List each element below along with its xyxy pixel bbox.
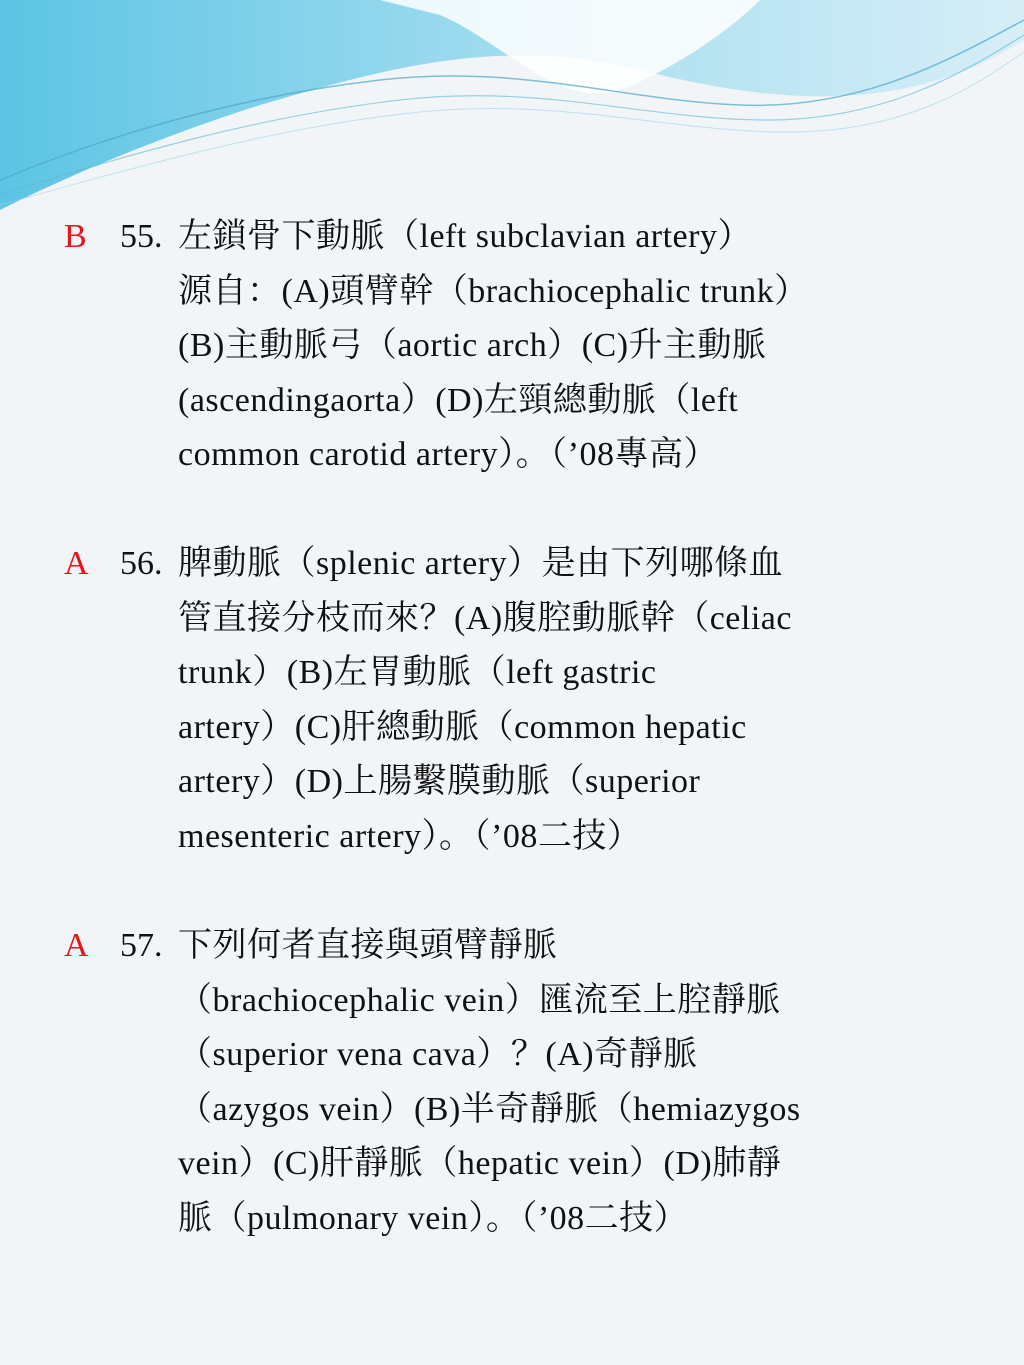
answer-key: A xyxy=(64,927,89,964)
question-text-line: （brachiocephalic vein）匯流至上腔靜脈 xyxy=(178,981,781,1019)
question-number: 55. xyxy=(120,218,163,255)
question-text-line: mesenteric artery）。（’08二技） xyxy=(178,817,642,855)
question-number: 57. xyxy=(120,927,163,964)
question-text-line: （superior vena cava）？(A)奇靜脈 xyxy=(178,1036,698,1073)
answer-key: B xyxy=(64,218,87,255)
question-text-line: 管直接分枝而來？(A)腹腔動脈幹（celiac xyxy=(178,599,792,637)
question-text-line: 左鎖骨下動脈（left subclavian artery） xyxy=(178,218,752,255)
question-text-line: artery）(D)上腸繫膜動脈（superior xyxy=(178,763,701,800)
question-text-line: 脈（pulmonary vein）。（’08二技） xyxy=(178,1199,689,1237)
question-text-line: trunk）(B)左胃動脈（left gastric xyxy=(178,654,657,691)
answer-key: A xyxy=(64,545,89,582)
question-text-line: vein）(C)肝靜脈（hepatic vein）(D)肺靜 xyxy=(178,1145,782,1182)
question-text-line: common carotid artery）。（’08專高） xyxy=(178,436,718,473)
question-number: 56. xyxy=(120,545,163,582)
question-text-line: (ascendingaorta）(D)左頸總動脈（left xyxy=(178,381,739,419)
question-text-line: 源自：(A)頭臂幹（brachiocephalic trunk） xyxy=(178,272,809,310)
question-text-line: 下列何者直接與頭臂靜脈 xyxy=(178,927,558,964)
question-text-line: (B)主動脈弓（aortic arch）(C)升主動脈 xyxy=(178,327,767,364)
question-text-line: artery）(C)肝總動脈（common hepatic xyxy=(178,708,747,746)
question-text-line: （azygos vein）(B)半奇靜脈（hemiazygos xyxy=(178,1090,801,1128)
question-text-line: 脾動脈（splenic artery）是由下列哪條血 xyxy=(178,545,784,582)
